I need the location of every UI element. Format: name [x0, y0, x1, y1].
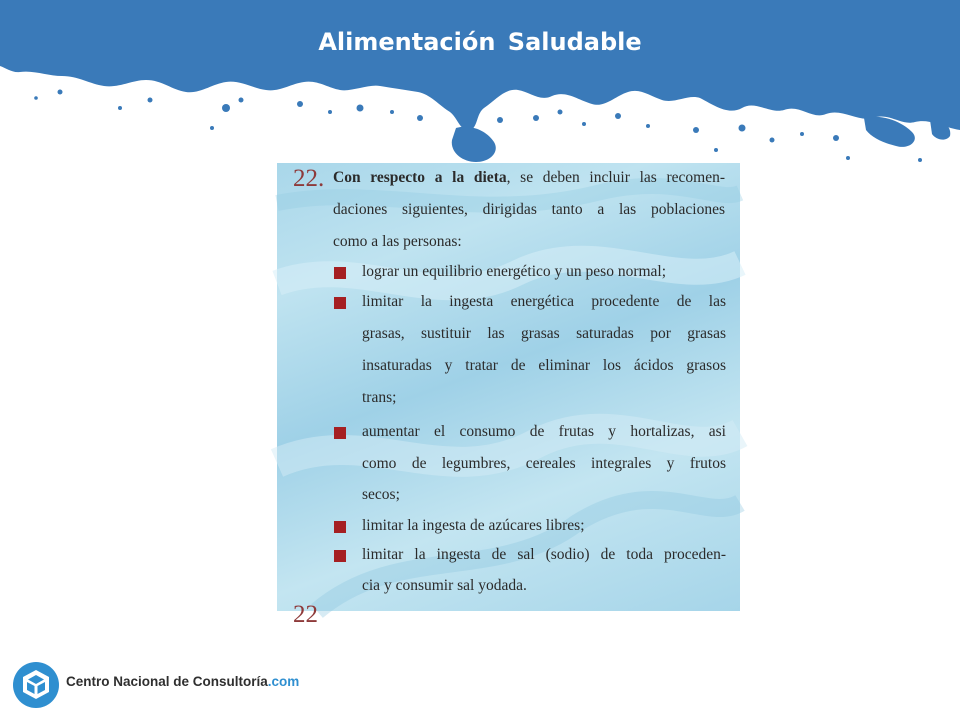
lead-line-3: como a las personas:	[333, 233, 462, 250]
bullet-4-line-1: limitar la ingesta de azúcares libres;	[362, 517, 585, 534]
bullet-square-icon	[334, 521, 346, 533]
company-domain: .com	[267, 674, 300, 689]
lead-bold-text: Con respecto a la dieta	[333, 169, 507, 186]
bullet-2-line-1: limitar la ingesta energética procedente de las	[362, 293, 726, 310]
bullet-square-icon	[334, 550, 346, 562]
scanned-page-image	[277, 163, 740, 628]
item-number: 22.	[293, 165, 325, 192]
scan-texture	[277, 163, 740, 611]
lead-line-2: daciones siguientes, dirigidas tanto a las poblaciones	[333, 201, 725, 218]
bullet-square-icon	[334, 297, 346, 309]
next-item-number-cut: 22	[293, 601, 318, 628]
cnc-cube-logo-icon	[12, 661, 60, 709]
bullet-3-line-3: secos;	[362, 486, 400, 503]
company-name-main: Centro Nacional de Consultoría	[66, 674, 268, 689]
lead-rest-text: , se deben incluir las recomen-	[506, 169, 725, 186]
bullet-3-line-1: aumentar el consumo de frutas y hortalizas, asi	[362, 423, 726, 440]
bullet-2-line-4: trans;	[362, 389, 397, 406]
bullet-5-line-2: cia y consumir sal yodada.	[362, 577, 527, 594]
bullet-square-icon	[334, 267, 346, 279]
lead-line-1	[333, 169, 725, 187]
bullet-1-line-1: lograr un equilibrio energético y un peso normal;	[362, 263, 667, 280]
bullet-square-icon	[334, 427, 346, 439]
bullet-5-line-1: limitar la ingesta de sal (sodio) de toda proceden-	[362, 546, 726, 563]
bullet-2-line-3: insaturadas y tratar de eliminar los ácidos grasos	[362, 357, 726, 374]
slide-title: Alimentación Saludable	[318, 28, 642, 56]
company-name	[66, 674, 299, 689]
bullet-2-line-2: grasas, sustituir las grasas saturadas por grasas	[362, 325, 726, 342]
bullet-3-line-2: como de legumbres, cereales integrales y frutos	[362, 455, 726, 472]
